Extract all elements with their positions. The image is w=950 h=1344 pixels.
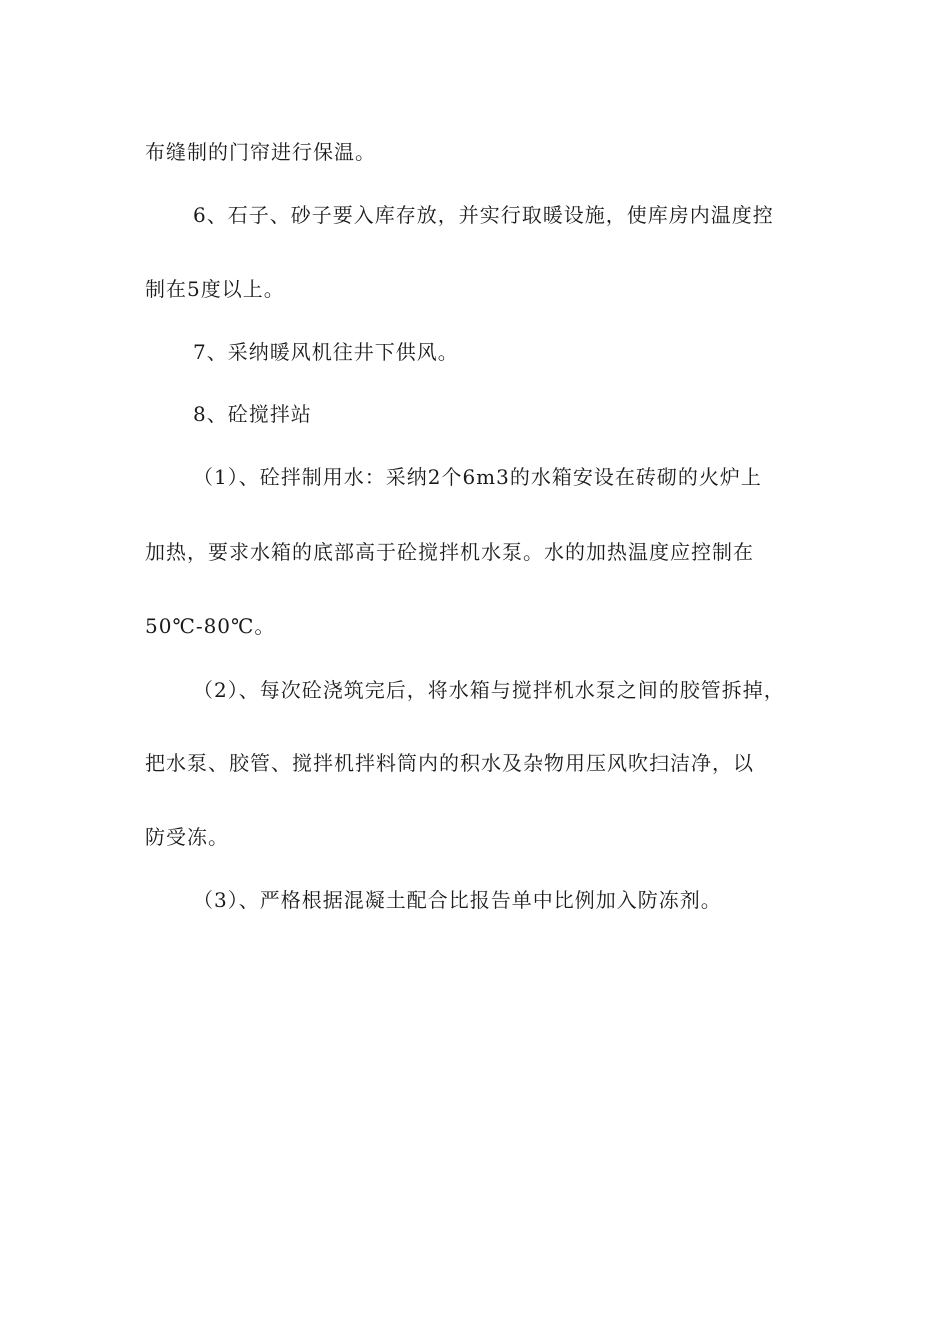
text-line-8: 50℃-80℃。 [145, 614, 276, 638]
text-line-4: 7、采纳暖风机往井下供风。 [193, 340, 459, 364]
text-line-2: 6、石子、砂子要入库存放，并实行取暖设施，使库房内温度控 [193, 203, 774, 227]
text-line-1: 布缝制的门帘进行保温。 [145, 140, 376, 164]
text-line-3: 制在5度以上。 [145, 277, 285, 301]
text-line-9: （2）、每次砼浇筑完后，将水箱与搅拌机水泵之间的胶管拆掉， [193, 678, 785, 702]
text-line-5: 8、砼搅拌站 [193, 402, 312, 426]
text-line-12: （3）、严格根据混凝土配合比报告单中比例加入防冻剂。 [193, 888, 722, 912]
text-line-10: 把水泵、胶管、搅拌机拌料筒内的积水及杂物用压风吹扫洁净，以 [145, 751, 754, 775]
text-line-7: 加热，要求水箱的底部高于砼搅拌机水泵。水的加热温度应控制在 [145, 540, 754, 564]
text-line-6: （1）、砼拌制用水：采纳2个6m3的水箱安设在砖砌的火炉上 [193, 465, 762, 489]
text-line-11: 防受冻。 [145, 825, 229, 849]
